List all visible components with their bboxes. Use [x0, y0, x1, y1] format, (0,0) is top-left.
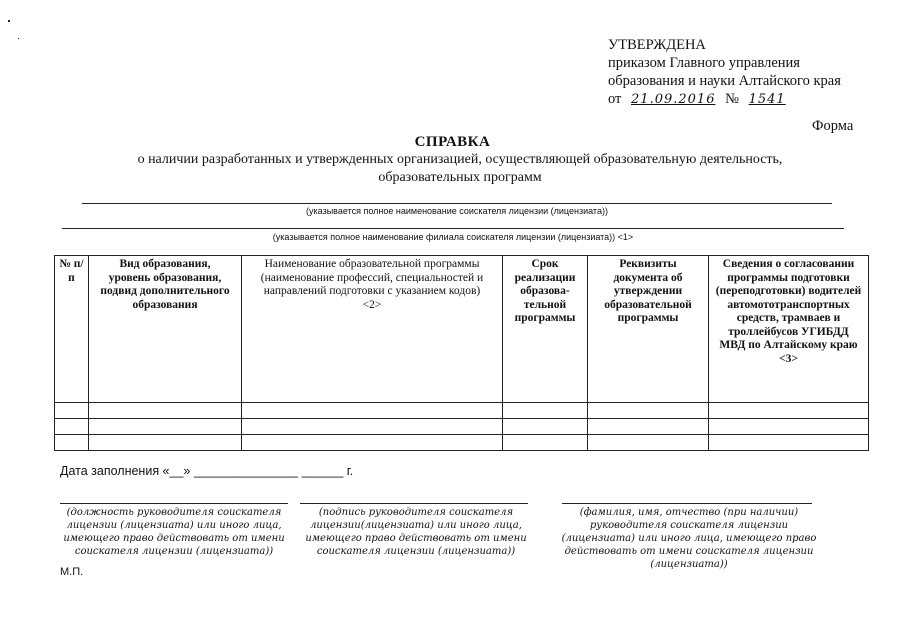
document-title: СПРАВКА [414, 134, 491, 150]
table-cell[interactable] [709, 403, 869, 419]
table-cell[interactable] [709, 419, 869, 435]
table-cell[interactable] [503, 403, 588, 419]
table-cell[interactable] [89, 435, 242, 451]
form-label: Форма [812, 118, 854, 134]
stamp-place: М.П. [60, 566, 84, 578]
approval-heading: УТВЕРЖДЕНА [608, 37, 706, 53]
approval-date-number [608, 90, 841, 109]
header-program-name: Наименование образовательной программы (наименование профессий, специальностей и направлений подготовки с указанием кодов) <2> [242, 256, 503, 403]
table-cell[interactable] [242, 419, 503, 435]
table-cell[interactable] [588, 419, 709, 435]
signature-line[interactable] [300, 503, 528, 504]
from-label: от [608, 91, 622, 107]
programs-table [54, 255, 869, 451]
subtitle-line-2: образовательных программ [378, 170, 542, 185]
position-caption: (должность руководителя соискателя лицензии (лицензиата) или иного лица, имеющего право действовать от имени соискателя лицензии (лицензиата)) [63, 507, 285, 557]
branch-name-field[interactable] [62, 228, 844, 229]
table-cell[interactable] [55, 403, 89, 419]
approval-authority: образования и науки Алтайского края [608, 73, 841, 89]
position-signature-line[interactable] [60, 503, 288, 504]
signature-caption: (подпись руководителя соискателя лицензии(лицензиата) или иного лица, имеющего право действовать от имени соискателя лицензии (лицензиата)) [305, 507, 527, 557]
subtitle-line-1: о наличии разработанных и утвержденных организацией, осуществляющей образовательную деятельность, [137, 152, 783, 167]
applicant-name-field[interactable] [82, 203, 832, 204]
scan-speck [8, 20, 10, 22]
approval-block [608, 36, 841, 109]
header-education-type: Вид образования, уровень образования, подвид дополнительного образования [89, 256, 242, 403]
scan-speck [18, 38, 19, 39]
table-cell[interactable] [242, 435, 503, 451]
table-cell[interactable] [588, 435, 709, 451]
table-cell[interactable] [55, 419, 89, 435]
fill-date-line[interactable]: Дата заполнения «__» _______________ ______ г. [60, 464, 354, 478]
table-cell[interactable] [709, 435, 869, 451]
branch-caption: (указывается полное наименование филиала соискателя лицензии (лицензиата)) <1> [272, 232, 634, 242]
full-name-caption: (фамилия, имя, отчество (при наличии) руководителя соискателя лицензии (лицензиата) или иного лица, имеющего право действовать от имени соискателя лицензии (лицензиата)) [561, 507, 817, 570]
table-cell[interactable] [242, 403, 503, 419]
table-cell[interactable] [89, 419, 242, 435]
table-cell[interactable] [55, 435, 89, 451]
table-row [55, 419, 869, 435]
header-traffic-police-approval: Сведения о согласовании программы подготовки (переподготовки) водителей автомототранспортных средств, трамваев и троллейбусов УГИБДД МВД по Алтайскому краю <3> [709, 256, 869, 403]
approval-order: приказом Главного управления [608, 55, 800, 71]
table-cell[interactable] [588, 403, 709, 419]
table-cell[interactable] [503, 435, 588, 451]
handwritten-number: 1541 [748, 92, 786, 107]
table-cell[interactable] [503, 419, 588, 435]
applicant-caption: (указывается полное наименование соискателя лицензии (лицензиата)) [306, 206, 608, 216]
header-number: № п/п [55, 256, 89, 403]
number-label: № [725, 91, 739, 107]
header-document-details: Реквизиты документа об утверждении образовательной программы [588, 256, 709, 403]
table-row [55, 435, 869, 451]
handwritten-date: 21.09.2016 [631, 92, 716, 107]
table-header-row [55, 256, 869, 403]
document-subtitle [60, 151, 860, 187]
table-row [55, 403, 869, 419]
header-duration: Срок реализации образова-тельной программы [503, 256, 588, 403]
table-cell[interactable] [89, 403, 242, 419]
full-name-signature-line[interactable] [562, 503, 812, 504]
